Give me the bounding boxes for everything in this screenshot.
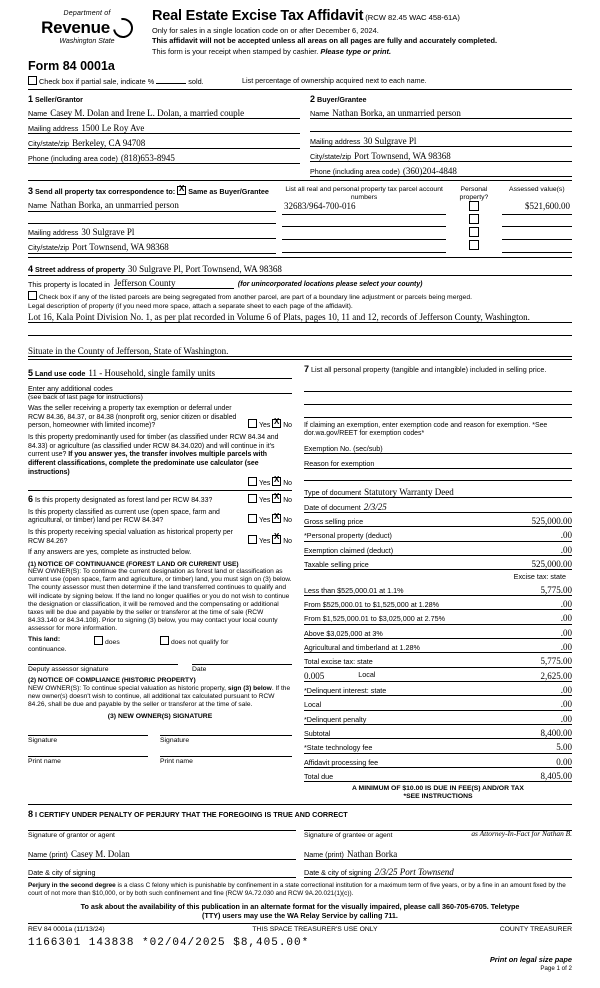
- q5-1-no-checkbox[interactable]: [272, 419, 281, 428]
- new-owner-printname-line-1[interactable]: [28, 755, 148, 757]
- street-address-value[interactable]: 30 Sulgrave Pl, Port Townsend, WA 98368: [127, 264, 282, 275]
- located-in-label: This property is located in: [28, 279, 110, 289]
- amount-row-personal: [304, 530, 572, 541]
- tier4-value[interactable]: .00: [560, 627, 572, 638]
- q6-1-no-checkbox[interactable]: [272, 494, 281, 503]
- form-number: Form 84 0001a: [28, 59, 115, 74]
- section-5-6-column: [28, 364, 300, 801]
- document-type-row[interactable]: [304, 485, 572, 498]
- logo-revenue-text: Revenue: [41, 18, 110, 38]
- seller-name-row[interactable]: [28, 106, 300, 119]
- current-use-question: Is this property classified as current use (open space, farm and agricultural, or timber) land per RCW 84.34?: [28, 508, 220, 525]
- new-owner-signature-title: (3) NEW OWNER(S) SIGNATURE: [107, 712, 213, 720]
- buyer-name-row[interactable]: [310, 106, 572, 119]
- amount-row-tier2: [304, 599, 572, 610]
- partial-sale-checkbox[interactable]: [28, 76, 37, 85]
- amount-row-excise-state: [304, 573, 572, 581]
- tech-fee-value[interactable]: 5.00: [556, 742, 572, 753]
- parcel-number-0[interactable]: 32683/964-700-016: [284, 201, 356, 212]
- legal-description-label: Legal description of property (if you need more space, attach a separate sheet to each page of the affidavit).: [28, 302, 353, 310]
- notice-compliance-c: . If the new owner(s) doesn't wish to continue, all additional tax calculated pursuant to RCW 84.26, shall be due and payable by the seller or transferor at the time of sale.: [28, 684, 291, 708]
- q6-2-yes-checkbox[interactable]: [248, 514, 257, 523]
- header-sub-2: This affidavit will not be accepted unless all areas on all pages are fully and accurately completed.: [152, 36, 498, 46]
- new-owner-printname-label-1: Print name: [28, 758, 61, 766]
- seller-phone-value[interactable]: (818)653-8945: [120, 152, 175, 163]
- land-use-code-value[interactable]: 11 - Household, single family units: [88, 367, 215, 378]
- section-7-tax-calculation: [300, 364, 572, 801]
- print-legal-note: Print on legal size pape: [489, 955, 572, 964]
- delinquent-interest-state-label: *Delinquent interest: state: [304, 686, 387, 696]
- minimum-fee-note-2: *SEE INSTRUCTIONS: [403, 793, 473, 801]
- deputy-assessor-date-label: Date: [192, 666, 207, 674]
- amount-row-processing-fee: [304, 757, 572, 768]
- segregated-parcel-note: Check box if any of the listed parcels are being segregated from another parcel, are part of a boundary line adjustment or parcels being merged.: [39, 294, 472, 302]
- grantor-signature-label: Signature of grantor or agent: [28, 832, 115, 840]
- corr-mailing-label: Mailing address: [28, 228, 79, 238]
- parcel-col-header: List all real and personal property tax parcel account numbers: [285, 186, 443, 201]
- total-excise-state-label: Total excise tax: state: [304, 657, 373, 667]
- corr-name-value[interactable]: Nathan Borka, an unmarried person: [50, 200, 179, 211]
- section-8-certification: [28, 809, 572, 878]
- q5-2-no-checkbox[interactable]: [272, 477, 281, 486]
- situate-line[interactable]: Situate in the County of Jefferson, State of Washington.: [28, 346, 572, 357]
- section-2-number: 2: [310, 93, 316, 104]
- seller-phone-row[interactable]: [28, 151, 300, 164]
- logo-state-text: Washington State: [59, 38, 115, 46]
- amount-row-tier3: [304, 613, 572, 624]
- header-sub-3a: This form is your receipt when stamped by cashier.: [152, 46, 321, 56]
- personal-property-checkbox-0[interactable]: [469, 201, 479, 211]
- local-rate-value[interactable]: 0.005: [304, 670, 325, 681]
- accessibility-line-2: (TTY) users may use the WA Relay Service by calling 711.: [202, 910, 398, 920]
- parcel-table: [276, 186, 572, 253]
- excise-tax-state-label: Excise tax: state: [513, 572, 566, 582]
- q6-1-yes-checkbox[interactable]: [248, 494, 257, 503]
- exemption-reason-row[interactable]: [304, 456, 572, 469]
- tier3-label: From $1,525,000.01 to $3,025,000 at 2.75%: [304, 614, 446, 624]
- personal-property-deduct-value[interactable]: .00: [560, 530, 572, 541]
- agency-logo: [28, 8, 146, 46]
- delinquent-interest-state-value[interactable]: .00: [560, 684, 572, 695]
- total-excise-state-value[interactable]: 5,775.00: [540, 656, 572, 667]
- delinquent-interest-local-value[interactable]: .00: [560, 699, 572, 710]
- amount-row-gross: [304, 516, 572, 527]
- local-value[interactable]: 2,625.00: [540, 670, 572, 681]
- amount-row-tech-fee: [304, 742, 572, 753]
- notice-continuance-text: NEW OWNER(S): To continue the current designation as forest land or classification as current use (open space, farm and agriculture, or timber) land, you must sign on (3) below. The county assessor must then determine if the land transferred continues to qualify and will indicate by signing below. If the land no longer qualifies or you do not wish to continue the designation or classification, it will be removed and the compensating or additional taxes will be due and payable by the seller or transferor at the time of sale (RCW 84.33.140 or 84.34.108). Prior to signing (3) below, you may contact your local county assessor for more information.: [28, 568, 292, 632]
- section-8-number: 8: [28, 809, 34, 820]
- buyer-phone-row[interactable]: [310, 164, 572, 177]
- section-6-number: 6: [28, 494, 34, 505]
- amount-row-tier4: [304, 628, 572, 639]
- amount-row-total-state: [304, 656, 572, 667]
- ownership-pct-note: List percentage of ownership acquired next to each name.: [242, 75, 427, 85]
- seller-mailing-value[interactable]: 1500 Le Roy Ave: [81, 122, 145, 133]
- notice-compliance-title: (2) NOTICE OF COMPLIANCE (HISTORIC PROPERTY): [28, 677, 196, 685]
- corr-citystatezip-row[interactable]: [28, 241, 276, 254]
- additional-codes-row[interactable]: [28, 381, 292, 394]
- deputy-assessor-signature-label: Deputy assessor signature: [28, 666, 109, 674]
- land-does-qualify-checkbox[interactable]: [94, 636, 103, 645]
- processing-fee-label: Affidavit processing fee: [304, 757, 379, 767]
- land-does-qualify-label: does: [105, 638, 120, 646]
- exemption-reason-label: Reason for exemption: [304, 458, 375, 468]
- new-owner-signature-label-1: Signature: [28, 736, 58, 744]
- land-does-not-qualify-checkbox[interactable]: [160, 636, 169, 645]
- delinquent-interest-local-label: Local: [304, 700, 322, 710]
- amount-row-subtotal: [304, 728, 572, 739]
- see-back-note: (see back of last page for instructions): [28, 394, 143, 402]
- same-as-buyer-checkbox[interactable]: [177, 186, 186, 195]
- section-3-title: Send all property tax correspondence to:: [35, 187, 176, 197]
- section-1-title: Seller/Grantor: [35, 94, 83, 104]
- table-row[interactable]: [282, 201, 572, 214]
- taxable-selling-price-value[interactable]: 525,000.00: [531, 558, 572, 569]
- gross-selling-price-label: Gross selling price: [304, 516, 364, 526]
- amount-row-exemption: [304, 545, 572, 556]
- current-use-answer[interactable]: Yes XNo: [248, 514, 292, 526]
- assessed-value-0[interactable]: $521,600.00: [525, 201, 570, 212]
- county-treasurer-label: COUNTY TREASURER: [499, 925, 572, 933]
- delinquent-penalty-value[interactable]: .00: [560, 713, 572, 724]
- q6-3-yes-checkbox[interactable]: [248, 535, 257, 544]
- perjury-bold: Perjury in the second degree: [28, 882, 116, 890]
- grantor-date-label: Date & city of signing: [28, 867, 96, 877]
- total-due-label: Total due: [304, 772, 334, 782]
- section-3-number: 3: [28, 186, 34, 197]
- seller-name-label: Name: [28, 109, 48, 119]
- predominant-use-text: Is this property predominantly used for timber (as classified under RCW 84.34 and 84.33) or agriculture (as classified under RCW 84.34.020) and will continue in it's current use?: [28, 434, 279, 459]
- footer-row: [28, 923, 572, 934]
- seller-mailing-row[interactable]: [28, 121, 300, 134]
- amount-row-delinq-interest-state: [304, 685, 572, 696]
- historic-property-question: Is this property receiving special valuation as historical property per RCW 84.26?: [28, 528, 233, 545]
- notice-compliance-b: sign (3) below: [227, 684, 272, 692]
- section-1-number: 1: [28, 93, 34, 104]
- grantor-signature-line[interactable]: [28, 829, 296, 831]
- exemption-claim-note: If claiming an exemption, enter exemption code and reason for exemption. *See dor.wa.gov/REET for exemption codes*: [304, 421, 548, 438]
- perjury-notice: [28, 882, 572, 897]
- q6-2-no-checkbox[interactable]: [272, 514, 281, 523]
- tier2-value[interactable]: .00: [560, 598, 572, 609]
- buyer-name-label: Name: [310, 109, 330, 119]
- grantor-name-row[interactable]: [28, 847, 296, 860]
- exemption-claimed-label: Exemption claimed (deduct): [304, 545, 394, 555]
- table-row[interactable]: [282, 227, 572, 240]
- q6-3-no-checkbox[interactable]: [272, 535, 281, 544]
- exemption-code-row[interactable]: [304, 441, 572, 454]
- grantee-name-value[interactable]: Nathan Borka: [346, 848, 398, 859]
- total-due-value[interactable]: 8,405.00: [540, 771, 572, 782]
- document-date-label: Date of document: [304, 502, 361, 512]
- exemption-deferral-answer[interactable]: Yes XNo: [248, 419, 292, 431]
- amount-row-total-due: [304, 771, 572, 782]
- tier4-label: Above $3,025,000 at 3%: [304, 628, 383, 638]
- corr-name-label: Name: [28, 201, 48, 211]
- this-land-label: This land:: [28, 635, 61, 643]
- tech-fee-label: *State technology fee: [304, 743, 373, 753]
- partial-sale-percent[interactable]: [156, 83, 186, 84]
- treasurer-stamp: 1166301 143838 *02/04/2025 $8,405.00*: [28, 937, 310, 950]
- tier1-label: Less than $525,000.01 at 1.1%: [304, 585, 404, 595]
- notice-continuance-title: (1) NOTICE OF CONTINUANCE (FOREST LAND OR CURRENT USE): [28, 560, 239, 568]
- personal-property-deduct-label: *Personal property (deduct): [304, 531, 392, 541]
- accessibility-line-1: To ask about the availability of this publication in an alternate format for the visually impaired, please call 360-705-6705. Teletype: [80, 901, 520, 911]
- treasurer-use-label: THIS SPACE TREASURER'S USE ONLY: [252, 925, 378, 933]
- grantee-date-row[interactable]: [304, 865, 572, 878]
- section-3-tax-correspondence: [28, 186, 572, 253]
- q5-1-yes-checkbox[interactable]: [248, 419, 257, 428]
- buyer-mailing-row[interactable]: [310, 134, 572, 147]
- amount-row-local: [304, 671, 572, 682]
- processing-fee-value[interactable]: 0.00: [556, 756, 572, 767]
- subtotal-label: Subtotal: [304, 729, 331, 739]
- new-owner-printname-line-2[interactable]: [160, 755, 292, 757]
- located-in-value[interactable]: Jefferson County: [114, 278, 234, 289]
- section-1-seller: [28, 94, 300, 177]
- predominant-use-answer[interactable]: Yes XNo: [28, 477, 292, 488]
- additional-codes-label: Enter any additional codes: [28, 384, 113, 394]
- personal-property-line-3[interactable]: [304, 405, 572, 418]
- personal-property-line-1[interactable]: [304, 379, 572, 392]
- exemption-deferral-question: Was the seller receiving a property tax exemption or deferral under RCW 84.36, 84.37, or 84.38 (nonprofit org, senior citizen or disabled person, homeowner with limited income)?: [28, 405, 237, 430]
- corr-name-row[interactable]: [28, 199, 276, 212]
- tier1-value[interactable]: 5,775.00: [540, 584, 572, 595]
- grantee-name-label: Name (print): [304, 849, 344, 859]
- seller-phone-label: Phone (including area code): [28, 154, 118, 164]
- historic-property-answer[interactable]: Yes XNo: [248, 535, 292, 547]
- predominant-use-question: [28, 434, 292, 477]
- section-5-number: 5: [28, 367, 34, 378]
- document-type-value[interactable]: Statutory Warranty Deed: [364, 486, 454, 497]
- exemption-reason-line-2[interactable]: [304, 469, 572, 481]
- amount-row-tier1: [304, 585, 572, 596]
- grantee-name-row[interactable]: [304, 847, 572, 860]
- buyer-phone-label: Phone (including area code): [310, 167, 400, 177]
- same-as-buyer-label: Same as Buyer/Grantee: [188, 187, 269, 197]
- land-use-code-row[interactable]: [28, 366, 292, 379]
- table-row[interactable]: [282, 240, 572, 253]
- grantor-name-label: Name (print): [28, 849, 68, 859]
- document-date-row[interactable]: [304, 500, 572, 513]
- section-8-title: I CERTIFY UNDER PENALTY OF PERJURY THAT THE FOREGOING IS TRUE AND CORRECT: [35, 810, 348, 820]
- tier2-label: From $525,000.01 to $1,525,000 at 1.28%: [304, 599, 440, 609]
- legal-description-value[interactable]: Lot 16, Kala Point Division No. 1, as per plat recorded in Volume 6 of Plats, pages 10, 11 and 12, records of Jefferson County, Washington.: [28, 312, 572, 323]
- buyer-citystatezip-label: City/state/zip: [310, 152, 352, 162]
- table-row[interactable]: [282, 214, 572, 227]
- page-number: Page 1 of 2: [540, 964, 572, 972]
- forest-land-question: Is this property designated as forest land per RCW 84.33?: [34, 497, 213, 505]
- personal-property-checkbox-2[interactable]: [469, 227, 479, 237]
- section-2-title: Buyer/Grantee: [317, 94, 367, 104]
- section-7-title: List all personal property (tangible and intangible) included in selling price.: [311, 365, 547, 375]
- land-does-not-qualify-label: does not qualify for: [171, 638, 229, 646]
- personal-property-checkbox-3[interactable]: [469, 240, 479, 250]
- notice-compliance-a: NEW OWNER(S): To continue special valuation as historic property,: [28, 684, 228, 692]
- seller-citystatezip-row[interactable]: [28, 136, 300, 149]
- continuance-label: continuance.: [28, 646, 67, 654]
- new-owner-printname-label-2: Print name: [160, 758, 193, 766]
- partial-sale-sold: sold.: [188, 76, 204, 86]
- corr-citystatezip-label: City/state/zip: [28, 243, 70, 253]
- amount-row-ag-timber: [304, 642, 572, 653]
- corr-mailing-value[interactable]: 30 Sulgrave Pl: [81, 227, 135, 238]
- gross-selling-price-value[interactable]: 525,000.00: [531, 515, 572, 526]
- amount-row-taxable: [304, 559, 572, 570]
- amount-row-delinq-penalty: [304, 714, 572, 725]
- buyer-mailing-value[interactable]: 30 Sulgrave Pl: [363, 135, 417, 146]
- minimum-fee-note-1: A MINIMUM OF $10.00 IS DUE IN FEE(S) AND/OR TAX: [352, 785, 524, 793]
- revision-number: REV 84 0001a (11/13/24): [28, 925, 105, 933]
- seller-citystatezip-label: City/state/zip: [28, 139, 70, 149]
- assessed-col-header: Assessed value(s): [509, 186, 565, 194]
- seller-name-value[interactable]: Casey M. Dolan and Irene L. Dolan, a married couple: [50, 107, 245, 118]
- grantee-signature-annotation: as Attorney-In-Fact for Nathan B.: [471, 828, 572, 838]
- buyer-phone-value[interactable]: (360)204-4848: [402, 165, 457, 176]
- corr-name-row-2[interactable]: [28, 212, 276, 224]
- new-owner-signature-label-2: Signature: [160, 736, 190, 744]
- exemption-claimed-value[interactable]: .00: [560, 544, 572, 555]
- forest-land-answer[interactable]: Yes XNo: [248, 494, 292, 506]
- new-owner-signature-line-2[interactable]: [160, 734, 292, 736]
- seller-mailing-label: Mailing address: [28, 124, 79, 134]
- segregated-parcel-checkbox[interactable]: [28, 291, 37, 300]
- street-address-row[interactable]: [28, 263, 572, 276]
- subtotal-value[interactable]: 8,400.00: [540, 728, 572, 739]
- section-5-title: Land use code: [35, 368, 86, 378]
- grantor-date-row[interactable]: [28, 865, 296, 878]
- corr-citystatezip-value[interactable]: Port Townsend, WA 98368: [72, 242, 169, 253]
- personal-property-line-2[interactable]: [304, 392, 572, 405]
- header-sub-1: Only for sales in a single location code on or after December 6, 2024.: [152, 25, 379, 35]
- exemption-code-label: Exemption No. (sec/sub): [304, 443, 383, 453]
- grantee-date-value[interactable]: 2/3/25 Port Townsend: [374, 866, 454, 877]
- personal-property-checkbox-1[interactable]: [469, 214, 479, 224]
- document-date-value[interactable]: 2/3/25: [363, 501, 387, 512]
- logo-department-text: Department of: [63, 10, 111, 17]
- legal-description-line-2[interactable]: [28, 323, 572, 336]
- grantor-name-value[interactable]: Casey M. Dolan: [70, 848, 130, 859]
- ag-timber-label: Agricultural and timberland at 1.28%: [304, 643, 420, 653]
- tier3-value[interactable]: .00: [560, 613, 572, 624]
- partial-sale-label: Check box if partial sale, indicate %: [39, 76, 155, 86]
- buyer-name-value[interactable]: Nathan Borka, an unmarried person: [332, 107, 461, 118]
- grantee-signature-label: Signature of grantee or agent: [304, 832, 393, 840]
- amount-row-delinq-interest-local: [304, 699, 572, 710]
- located-in-note: (for unincorporated locations please select your county): [237, 281, 423, 289]
- notice-compliance-text: [28, 685, 292, 709]
- section-4-number: 4: [28, 264, 34, 275]
- section-4-title: Street address of property: [35, 265, 125, 275]
- header-sub-3b: Please type or print.: [320, 46, 392, 56]
- section-7-number: 7: [304, 364, 310, 375]
- page-title: Real Estate Excise Tax Affidavit: [152, 8, 364, 24]
- section-2-buyer: [300, 94, 572, 177]
- buyer-citystatezip-row[interactable]: [310, 149, 572, 162]
- predominant-use-bold: If you answer yes, the transfer involves multiple parcels with different classifications, complete the predominate use calculator (see instructions): [28, 451, 267, 476]
- seller-citystatezip-value[interactable]: Berkeley, CA 94708: [72, 137, 146, 148]
- rcw-reference: (RCW 82.45 WAC 458-61A): [365, 13, 460, 22]
- deputy-assessor-signature-line[interactable]: [28, 663, 178, 665]
- document-type-label: Type of document: [304, 487, 362, 497]
- accessibility-notice: [28, 902, 572, 920]
- section-4-property: [28, 263, 572, 358]
- delinquent-penalty-label: *Delinquent penalty: [304, 714, 367, 724]
- ag-timber-value[interactable]: .00: [560, 641, 572, 652]
- q5-2-yes-checkbox[interactable]: [248, 477, 257, 486]
- new-owner-signature-line-1[interactable]: [28, 734, 148, 736]
- corr-mailing-row[interactable]: [28, 226, 276, 239]
- buyer-name-row-2[interactable]: [310, 119, 572, 132]
- section-6-instruction: If any answers are yes, complete as instructed below.: [28, 549, 192, 557]
- buyer-mailing-label: Mailing address: [310, 137, 361, 147]
- taxable-selling-price-label: Taxable selling price: [304, 560, 369, 570]
- personal-col-header: Personal property?: [459, 186, 489, 201]
- document-header: [28, 8, 572, 56]
- deputy-assessor-date-line[interactable]: [192, 663, 292, 665]
- grantee-date-label: Date & city of signing: [304, 867, 372, 877]
- perjury-text: is a class C felony which is punishable by confinement in a state correctional institution for a maximum term of five years, or by a fine in an amount fixed by the court of not more than $10,000, or by both such confinement and fine (RCW 9A.72.030 and RCW 9A.20.021(1)(c)).: [28, 882, 566, 897]
- local-label: Local: [358, 669, 376, 679]
- buyer-citystatezip-value[interactable]: Port Townsend, WA 98368: [354, 150, 451, 161]
